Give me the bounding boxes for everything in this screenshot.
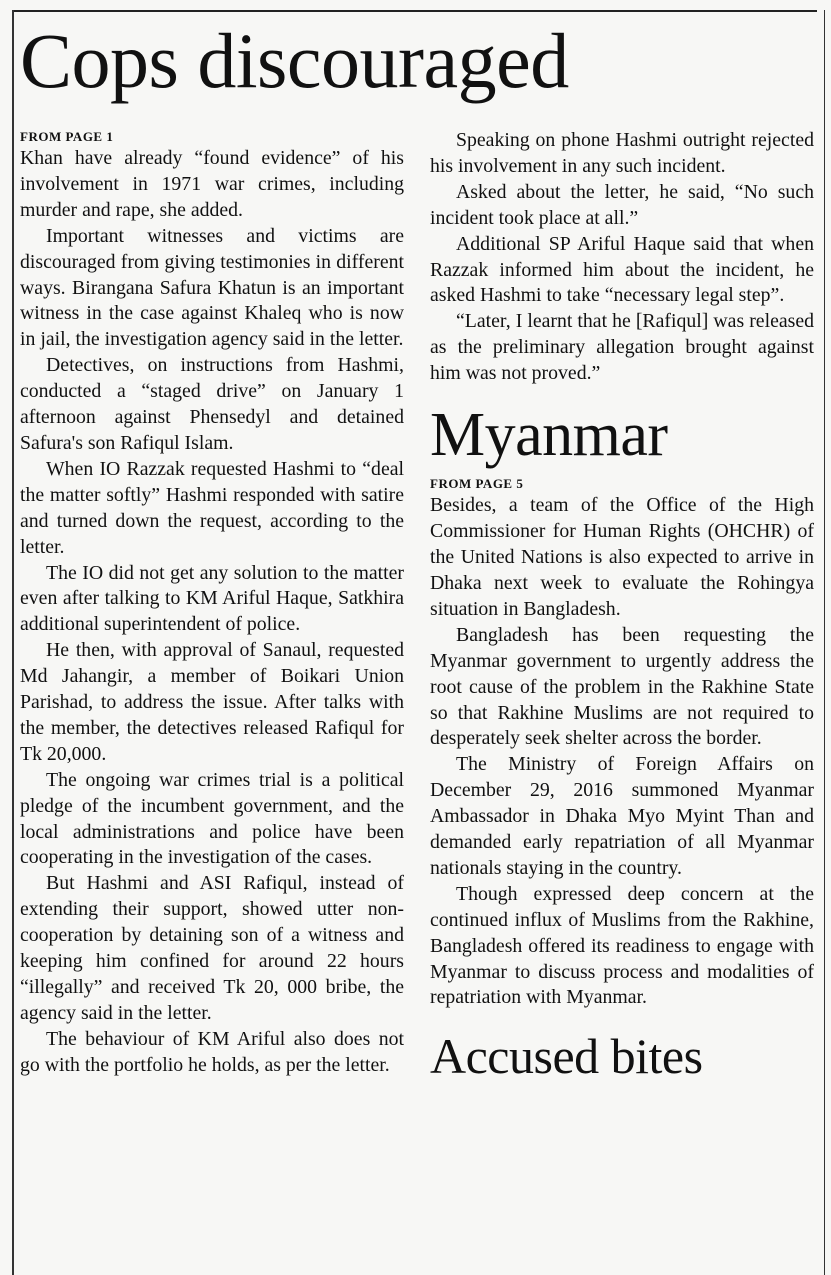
paragraph: The ongoing war crimes trial is a political pledge of the incumbent government, and the local administrations and police have been cooperating in the investigation of the cases. <box>20 768 404 869</box>
paragraph: Important witnesses and victims are discouraged from giving testimonies in different ways. Birangana Safura Khatun is an important witness in the case against Khaleq who is now in jail, the investigation agency said in the letter. <box>20 224 404 351</box>
article-column-right <box>430 128 814 1090</box>
left-border <box>12 10 14 1275</box>
paragraph: He then, with approval of Sanaul, requested Md Jahangir, a member of Boikari Union Parishad, to address the issue. After talks with the member, the detectives released Rafiqul for Tk 20,000. <box>20 639 404 765</box>
paragraph: Though expressed deep concern at the continued influx of Muslims from the Rakhine, Bangladesh offered its readiness to engage with Myanmar to discuss process and modalities of repatriation with Myanmar. <box>430 882 814 1009</box>
paragraph: Khan have already “found evidence” of his involvement in 1971 war crimes, including murder and rape, she added. <box>20 147 404 221</box>
paragraph: Detectives, on instructions from Hashmi, conducted a “staged drive” on January 1 afternoon against Phensedyl and detained Safura's son Rafiqul Islam. <box>20 354 404 454</box>
right-border <box>824 10 825 1275</box>
kicker-from-page-1: FROM PAGE 1 <box>20 129 114 144</box>
paragraph: Besides, a team of the Office of the High Commissioner for Human Rights (OHCHR) of the United Nations is also expected to arrive in Dhaka next week to evaluate the Rohingya situation in Bangladesh. <box>430 494 814 620</box>
headline-accused-bites: Accused bites <box>430 1028 703 1085</box>
paragraph: The IO did not get any solution to the matter even after talking to KM Ariful Haque, Satkhira additional superintendent of police. <box>20 561 404 636</box>
paragraph: But Hashmi and ASI Rafiqul, instead of extending their support, showed utter non-cooperation by detaining son of a witness and keeping him confined for around 22 hours “illegally” and received Tk 20, 000 bribe, the agency said in the letter. <box>20 872 404 1024</box>
paragraph: Speaking on phone Hashmi outright rejected his involvement in any such incident. <box>430 129 814 177</box>
headline-cops-discouraged: Cops discouraged <box>20 17 569 104</box>
paragraph: When IO Razzak requested Hashmi to “deal the matter softly” Hashmi responded with satire and turned down the request, according to the letter. <box>20 457 404 558</box>
paragraph: “Later, I learnt that he [Rafiqul] was released as the preliminary allegation brought against him was not proved.” <box>430 310 814 385</box>
paragraph: Asked about the letter, he said, “No such incident took place at all.” <box>430 180 814 229</box>
headline-myanmar: Myanmar <box>430 401 668 470</box>
paragraph: The behaviour of KM Ariful also does not go with the portfolio he holds, as per the letter. <box>20 1027 404 1076</box>
top-rule <box>14 10 817 12</box>
paragraph: The Ministry of Foreign Affairs on December 29, 2016 summoned Myanmar Ambassador in Dhaka Myo Myint Than and demanded early repatriation of all Myanmar nationals staying in the country. <box>430 753 814 879</box>
paragraph: Additional SP Ariful Haque said that when Razzak informed him about the incident, he asked Hashmi to take “necessary legal step”. <box>430 232 814 307</box>
kicker-from-page-5: FROM PAGE 5 <box>430 476 524 492</box>
paragraph: Bangladesh has been requesting the Myanmar government to urgently address the root cause of the problem in the Rakhine State so that Rakhine Muslims are not required to desperately seek shelter across the border. <box>430 623 814 750</box>
article1-column-left <box>20 128 404 1079</box>
